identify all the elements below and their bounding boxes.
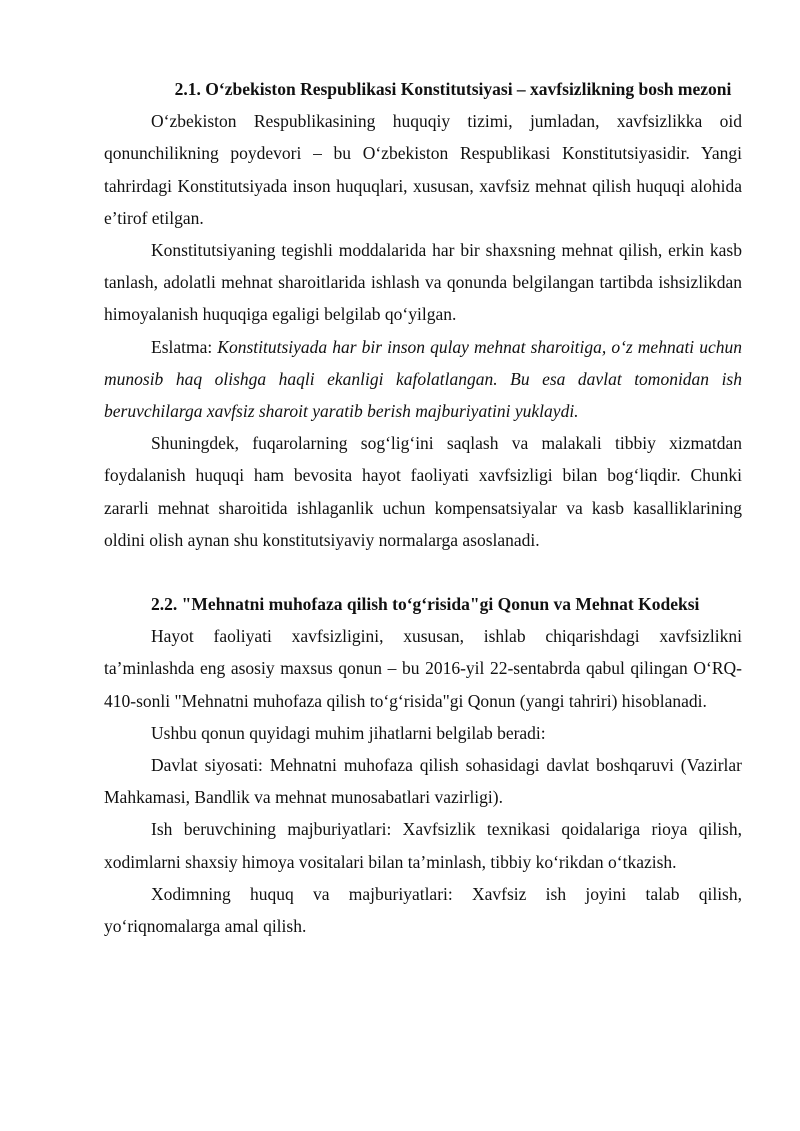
note-paragraph <box>104 331 742 428</box>
paragraph: Shuningdek, fuqarolarning sog‘lig‘ini saqlash va malakali tibbiy xizmatdan foydalanish huquqi ham bevosita hayot faoliyati xavfsizligi bilan bog‘liqdir. Chunki zararli mehnat sharoitida ishlaganlik uchun kompensatsiyalar va kasb kasalliklarining oldini olish aynan shu konstitutsiyaviy normalarga asoslanadi. <box>104 433 742 550</box>
paragraph: Xodimning huquq va majburiyatlari: Xavfsiz ish joyini talab qilish, yo‘riqnomalarga amal qilish. <box>104 883 742 937</box>
paragraph: Ish beruvchining majburiyatlari: Xavfsizlik texnikasi qoidalariga rioya qilish, xodimlarni shaxsiy himoya vositalari bilan ta’minlash, tibbiy ko‘rikdan o‘tkazish. <box>104 819 742 872</box>
note-label: Eslatma: <box>151 336 218 357</box>
section-heading-2-1: 2.1. O‘zbekiston Respublikasi Konstitutsiyasi – xavfsizlikning bosh mezoni <box>174 79 732 99</box>
paragraph: Konstitutsiyaning tegishli moddalarida har bir shaxsning mehnat qilish, erkin kasb tanlash, adolatli mehnat sharoitlarida ishlash va qonunda belgilangan tartibda ishsizlikdan himoyalanish huquqiga egaligi belgilab qo‘yilgan. <box>104 240 742 325</box>
paragraph: O‘zbekiston Respublikasining huquqiy tizimi, jumladan, xavfsizlikka oid qonunchilikning poydevori – bu O‘zbekiston Respublikasi Konstitutsiyasidir. Yangi tahrirdagi Konstitutsiyada inson huquqlari, xususan, xavfsiz mehnat qilish huquqi alohida e’tirof etilgan. <box>104 111 742 228</box>
paragraph: Ushbu qonun quyidagi muhim jihatlarni belgilab beradi: <box>151 722 546 743</box>
note-text: Konstitutsiyada har bir inson qulay mehnat sharoitiga, o‘z mehnati uchun munosib haq olishga haqli ekanligi kafolatlangan. Bu esa davlat tomonidan ish beruvchilarga xavfsiz sharoit yaratib berish majburiyatini yuklaydi. <box>104 336 742 422</box>
document-body <box>104 73 742 942</box>
paragraph: Hayot faoliyati xavfsizligini, xususan, ishlab chiqarishdagi xavfsizlikni ta’minlashda eng asosiy maxsus qonun – bu 2016-yil 22-sentabrda qabul qilingan O‘RQ-410-sonli "Mehnatni muhofaza qilish to‘g‘risida"gi Qonun (yangi tahriri) hisoblanadi. <box>104 626 742 711</box>
paragraph: Davlat siyosati: Mehnatni muhofaza qilish sohasidagi davlat boshqaruvi (Vazirlar Mahkamasi, Bandlik va mehnat munosabatlari vazirligi). <box>104 755 742 808</box>
section-heading-2-2: 2.2. "Mehnatni muhofaza qilish to‘g‘risida"gi Qonun va Mehnat Kodeksi <box>151 594 700 615</box>
